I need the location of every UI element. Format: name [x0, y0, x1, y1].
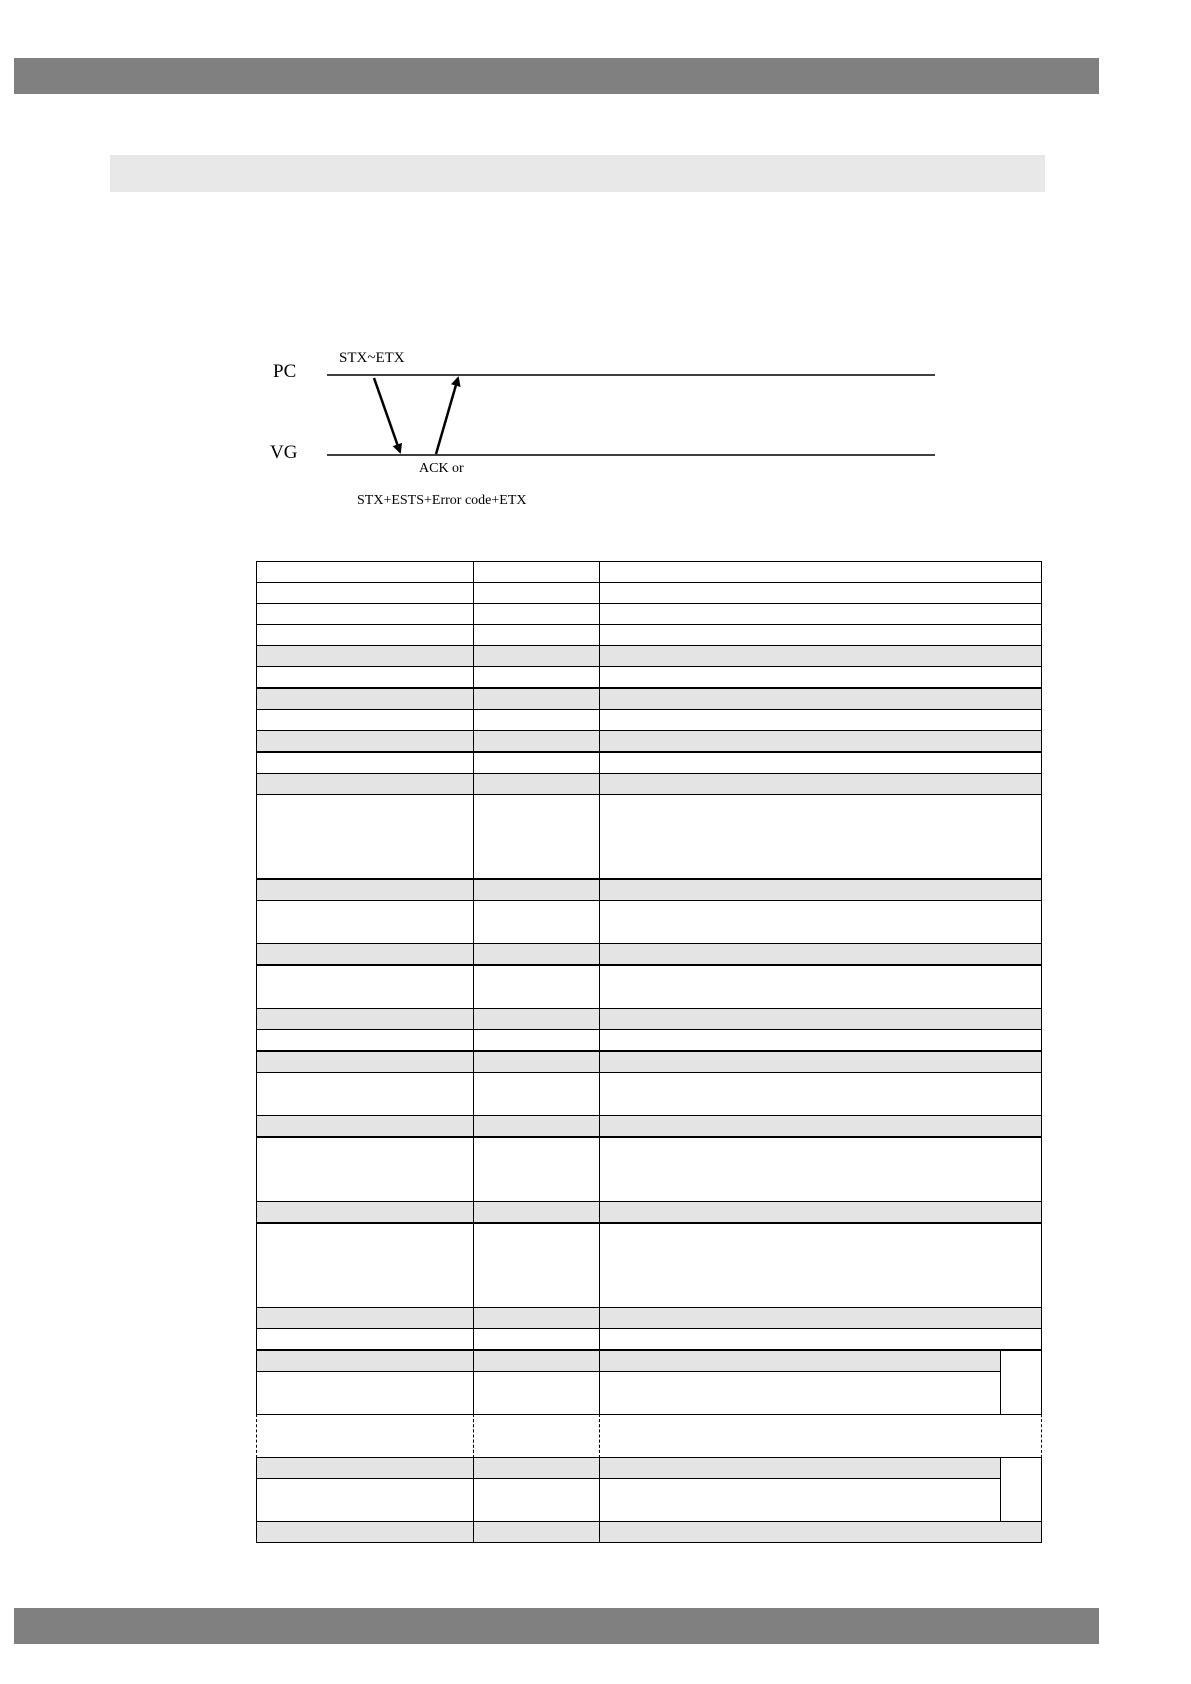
table-cell: [473, 900, 600, 944]
table-row: [256, 582, 1042, 604]
table-cell: [256, 1137, 474, 1202]
table-cell: [473, 1371, 600, 1415]
table-cell: [256, 879, 474, 901]
table-row: [256, 666, 1042, 688]
communication-sequence-diagram: [250, 340, 950, 520]
reply-arrow: [436, 378, 458, 454]
table-cell: [256, 1223, 474, 1308]
table-cell: [599, 666, 1042, 688]
table-cell: [256, 1201, 474, 1223]
table-cell: [473, 773, 600, 795]
table-cell: [256, 965, 474, 1009]
table-cell: [256, 603, 474, 625]
table-row: [256, 773, 1042, 795]
table-row: [256, 645, 1042, 667]
table-cell: [473, 1201, 600, 1223]
table-row: [256, 1371, 1042, 1415]
table-cell: [256, 624, 474, 646]
send-label: STX~ETX: [339, 350, 405, 366]
table-cell: [599, 1350, 1001, 1372]
table-cell: [256, 1115, 474, 1137]
table-merged-cell: [1000, 1457, 1042, 1522]
table-cell: [599, 1478, 1001, 1522]
table-row: [256, 561, 1042, 583]
section-title-band: [110, 155, 1045, 192]
table-row: [256, 1457, 1042, 1479]
table-cell: [473, 1521, 600, 1543]
send-arrow: [374, 378, 400, 452]
table-cell: [599, 1008, 1042, 1030]
table-cell: [473, 730, 600, 752]
table-cell: [473, 709, 600, 731]
table-cell: [256, 561, 474, 583]
table-cell: [473, 1223, 600, 1308]
page-footer-bar: [14, 1608, 1099, 1644]
table-row: [256, 1328, 1042, 1350]
table-cell: [473, 1307, 600, 1329]
table-cell: [599, 794, 1042, 879]
table-cell: [256, 1414, 474, 1458]
table-cell: [473, 794, 600, 879]
table-row: [256, 965, 1042, 1009]
table-row: [256, 900, 1042, 944]
page-header-bar: [14, 58, 1099, 94]
table-cell: [256, 1457, 474, 1479]
table-row: [256, 1307, 1042, 1329]
table-cell: [599, 709, 1042, 731]
table-cell: [473, 752, 600, 774]
table-cell: [599, 773, 1042, 795]
table-cell: [473, 603, 600, 625]
table-cell: [599, 752, 1042, 774]
table-cell: [473, 1478, 600, 1522]
table-cell: [256, 582, 474, 604]
table-cell: [256, 666, 474, 688]
table-cell: [256, 1350, 474, 1372]
table-cell: [256, 709, 474, 731]
table-row: [256, 1223, 1042, 1308]
table-cell: [256, 688, 474, 710]
table-cell: [473, 1051, 600, 1073]
table-cell: [599, 688, 1042, 710]
pc-label: PC: [273, 361, 297, 382]
table-cell: [599, 1414, 1042, 1458]
table-merged-cell: [1000, 1350, 1042, 1415]
table-row: [256, 1350, 1042, 1372]
table-cell: [599, 1457, 1001, 1479]
table-cell: [256, 1478, 474, 1522]
table-cell: [599, 603, 1042, 625]
table-cell: [256, 773, 474, 795]
table-cell: [599, 1029, 1042, 1051]
table-cell: [473, 943, 600, 965]
table-cell: [599, 1115, 1042, 1137]
table-cell: [473, 1072, 600, 1116]
table-cell: [473, 645, 600, 667]
table-cell: [599, 1201, 1042, 1223]
table-row: [256, 1414, 1042, 1458]
table-cell: [256, 1072, 474, 1116]
table-cell: [599, 730, 1042, 752]
table-cell: [473, 1414, 600, 1458]
table-row: [256, 709, 1042, 731]
table-cell: [473, 1137, 600, 1202]
table-cell: [256, 1371, 474, 1415]
reply-label-ack: ACK or: [419, 461, 464, 476]
table-cell: [599, 1307, 1042, 1329]
table-row: [256, 794, 1042, 879]
table-cell: [256, 1307, 474, 1329]
table-cell: [256, 1029, 474, 1051]
command-table: [256, 561, 1042, 1553]
table-cell: [473, 1328, 600, 1350]
table-cell: [256, 730, 474, 752]
table-row: [256, 1008, 1042, 1030]
table-cell: [599, 943, 1042, 965]
table-cell: [473, 1457, 600, 1479]
vg-label: VG: [270, 442, 298, 463]
table-cell: [256, 900, 474, 944]
table-cell: [256, 752, 474, 774]
table-cell: [599, 645, 1042, 667]
table-cell: [473, 561, 600, 583]
table-row: [256, 1072, 1042, 1116]
table-cell: [473, 666, 600, 688]
table-row: [256, 1137, 1042, 1202]
table-cell: [473, 624, 600, 646]
table-row: [256, 688, 1042, 710]
table-row: [256, 1478, 1042, 1522]
table-cell: [599, 1521, 1042, 1543]
table-cell: [599, 561, 1042, 583]
table-cell: [599, 1223, 1042, 1308]
table-cell: [599, 900, 1042, 944]
table-row: [256, 603, 1042, 625]
table-cell: [599, 1051, 1042, 1073]
table-cell: [473, 1029, 600, 1051]
table-row: [256, 1521, 1042, 1543]
table-cell: [256, 1051, 474, 1073]
table-cell: [473, 582, 600, 604]
table-cell: [599, 965, 1042, 1009]
table-cell: [473, 1350, 600, 1372]
table-row: [256, 1201, 1042, 1223]
table-cell: [256, 1008, 474, 1030]
table-row: [256, 1051, 1042, 1073]
table-cell: [256, 645, 474, 667]
table-row: [256, 730, 1042, 752]
table-row: [256, 1029, 1042, 1051]
table-cell: [599, 879, 1042, 901]
table-cell: [473, 965, 600, 1009]
table-row: [256, 879, 1042, 901]
table-cell: [599, 582, 1042, 604]
table-cell: [473, 1008, 600, 1030]
table-row: [256, 943, 1042, 965]
table-row: [256, 752, 1042, 774]
table-cell: [473, 1115, 600, 1137]
table-cell: [256, 943, 474, 965]
table-row: [256, 624, 1042, 646]
table-cell: [473, 688, 600, 710]
table-cell: [599, 1328, 1042, 1350]
table-cell: [599, 624, 1042, 646]
table-cell: [599, 1072, 1042, 1116]
reply-label-error: STX+ESTS+Error code+ETX: [357, 493, 527, 508]
table-cell: [256, 1521, 474, 1543]
table-cell: [599, 1137, 1042, 1202]
table-cell: [256, 1328, 474, 1350]
table-cell: [599, 1371, 1001, 1415]
table-row: [256, 1115, 1042, 1137]
table-cell: [473, 879, 600, 901]
table-cell: [256, 794, 474, 879]
